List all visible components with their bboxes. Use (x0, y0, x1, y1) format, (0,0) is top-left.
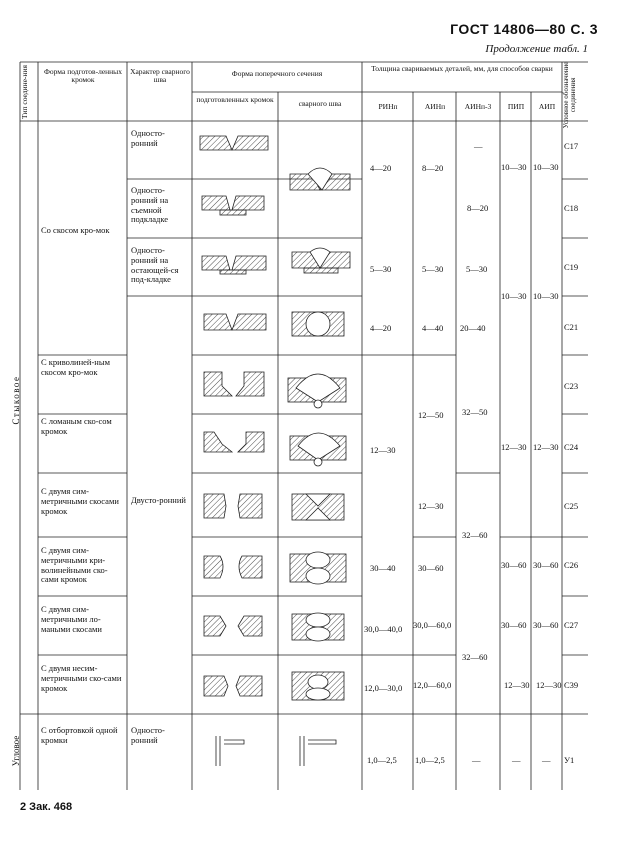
value-c19-c21-pip: 10—30 (501, 291, 527, 301)
page-footer: 2 Зак. 468 (20, 801, 73, 813)
weld-char-permanent-backing: Односто-ронний на остающей-ся под-кладке (131, 245, 179, 285)
c27-prepared-edges-drawing (204, 616, 262, 636)
c39-weld-drawing (292, 672, 344, 700)
c17-weld-drawing (290, 168, 350, 190)
value-c27-pip-repeat: 30—60 (501, 620, 527, 630)
value-c17-c18-aip: 10—30 (533, 162, 559, 172)
weld-char-one-sided-corner: Односто-ронний (131, 725, 165, 745)
header-type: Тип соедине-ния (20, 65, 29, 119)
value-c17-ain3: — (474, 141, 483, 151)
c39-prepared-edges-drawing (204, 676, 262, 696)
value-c21-rin: 4—20 (370, 323, 392, 333)
designation-u1: У1 (564, 755, 575, 765)
edge-form-curved-bevel: С криволиней-ным скосом кро-мок (41, 357, 110, 377)
header-method-aip: АИП (538, 102, 556, 111)
value-u1-ain3: — (472, 755, 481, 765)
value-c25-ain: 12—30 (418, 501, 444, 511)
value-c18-ain3: 8—20 (467, 203, 489, 213)
value-c27-rin: 30,0—40,0 (364, 624, 403, 634)
edge-form-two-asym-bevels: С двумя несим-метричными ско-сами кромок (41, 663, 122, 693)
value-c26-rin: 30—40 (370, 563, 396, 573)
type-butt-joint: Стыковое (11, 375, 21, 425)
value-c27-c39-ain3: 32—60 (462, 652, 488, 662)
weld-char-two-sided: Двусто-ронний (131, 495, 186, 505)
value-c23-c24-ain: 12—50 (418, 410, 444, 420)
type-corner-joint: Угловое (11, 735, 21, 767)
value-c19-ain: 5—30 (422, 264, 444, 274)
value-c24-c25-aip: 12—30 (533, 442, 559, 452)
designation-c17: С17 (564, 141, 579, 151)
designation-c18: С18 (564, 203, 579, 213)
u1-weld-drawing (300, 736, 336, 766)
designation-c39: С39 (564, 680, 579, 690)
designation-c26: С26 (564, 560, 579, 570)
header-method-ain3: АИНп-3 (464, 102, 492, 111)
c17-prepared-edges-drawing (200, 136, 268, 150)
value-u1-aip: — (542, 755, 551, 765)
value-u1-rin: 1,0—2,5 (367, 755, 397, 765)
value-c26-c27-aip: 30—60 (533, 560, 559, 570)
header-thickness: Толщина свариваемых деталей, мм, для способов сварки (371, 64, 553, 73)
value-u1-ain: 1,0—2,5 (415, 755, 445, 765)
weld-char-removable-backing: Односто-ронний на съемной подкладке (131, 185, 169, 225)
edge-form-two-sym-broken: С двумя сим-метричными ло-маными скосами (41, 604, 102, 634)
c27-weld-drawing (292, 613, 344, 641)
value-c24-c25-rin: 12—30 (370, 445, 396, 455)
value-c19-c21-aip: 10—30 (533, 291, 559, 301)
c19-weld-drawing (292, 248, 350, 273)
value-c25-c26-ain3: 32—60 (462, 530, 488, 540)
header-designation: Условное обозначение соединения (562, 61, 578, 129)
value-c17-rin: 4—20 (370, 163, 392, 173)
edge-form-bevel: Со скосом кро-мок (41, 225, 110, 235)
value-c17-c18-pip: 10—30 (501, 162, 527, 172)
c23-weld-drawing (288, 374, 346, 408)
c25-weld-drawing (292, 494, 344, 520)
value-c39-rin: 12,0—30,0 (364, 683, 403, 693)
value-c26-ain: 30—60 (418, 563, 444, 573)
weld-char-one-sided: Односто-ронний (131, 128, 165, 148)
c26-prepared-edges-drawing (204, 556, 262, 578)
value-c26-c27-pip: 30—60 (501, 560, 527, 570)
edge-form-broken-bevel: С ломаным ско-сом кромок (41, 416, 112, 436)
value-c39-ain: 12,0—60,0 (413, 680, 452, 690)
designation-c21: С21 (564, 322, 579, 332)
designation-c24: С24 (564, 442, 579, 452)
value-u1-pip: — (512, 755, 521, 765)
c19-prepared-edges-drawing (202, 256, 266, 274)
c21-weld-drawing (292, 312, 344, 336)
c21-prepared-edges-drawing (204, 314, 266, 330)
c24-prepared-edges-drawing (204, 432, 264, 452)
header-method-pip: ПИП (507, 102, 525, 111)
document-header: ГОСТ 14806—80 С. 3 (450, 21, 598, 37)
value-c21-ain: 4—40 (422, 323, 444, 333)
value-c21-ain3: 20—40 (460, 323, 486, 333)
header-method-rin: РИНп (378, 102, 398, 111)
u1-prepared-edges-drawing (216, 736, 244, 766)
edge-form-two-sym-curved: С двумя сим-метричными кри-волинейными ско-сами кромок (41, 545, 108, 585)
value-c19-ain3: 5—30 (466, 264, 488, 274)
c26-weld-drawing (290, 552, 346, 584)
edge-form-flanged: С отбортовкой одной кромки (41, 725, 118, 745)
value-c19-rin: 5—30 (370, 264, 392, 274)
value-c39-pip: 12—30 (504, 680, 530, 690)
c23-prepared-edges-drawing (204, 372, 264, 396)
header-weld-seam: сварного шва (298, 99, 342, 108)
header-method-ain: АИНп (424, 102, 446, 111)
header-prepared-edges: подготовленных кромок (196, 95, 274, 104)
edge-form-two-sym-bevels: С двумя сим-метричными скосами кромок (41, 486, 119, 516)
value-c17-ain: 8—20 (422, 163, 444, 173)
header-edge-form: Форма подготов-ленных кромок (44, 67, 122, 85)
c18-prepared-edges-drawing (202, 196, 264, 215)
designation-c23: С23 (564, 381, 579, 391)
value-c27-aip-repeat: 30—60 (533, 620, 559, 630)
designation-c25: С25 (564, 501, 579, 511)
designation-c19: С19 (564, 262, 579, 272)
value-c24-c25-pip: 12—30 (501, 442, 527, 452)
c24-weld-drawing (290, 433, 346, 466)
header-cross-section: Форма поперечного сечения (231, 69, 323, 78)
value-c23-c24-ain3: 32—50 (462, 407, 488, 417)
value-c39-aip: 12—30 (536, 680, 562, 690)
c25-prepared-edges-drawing (204, 494, 262, 518)
header-weld-character: Характер сварного шва (130, 67, 190, 85)
value-c27-ain: 30,0—60,0 (413, 620, 452, 630)
table-continuation-label: Продолжение табл. 1 (485, 43, 588, 55)
designation-c27: С27 (564, 620, 579, 630)
